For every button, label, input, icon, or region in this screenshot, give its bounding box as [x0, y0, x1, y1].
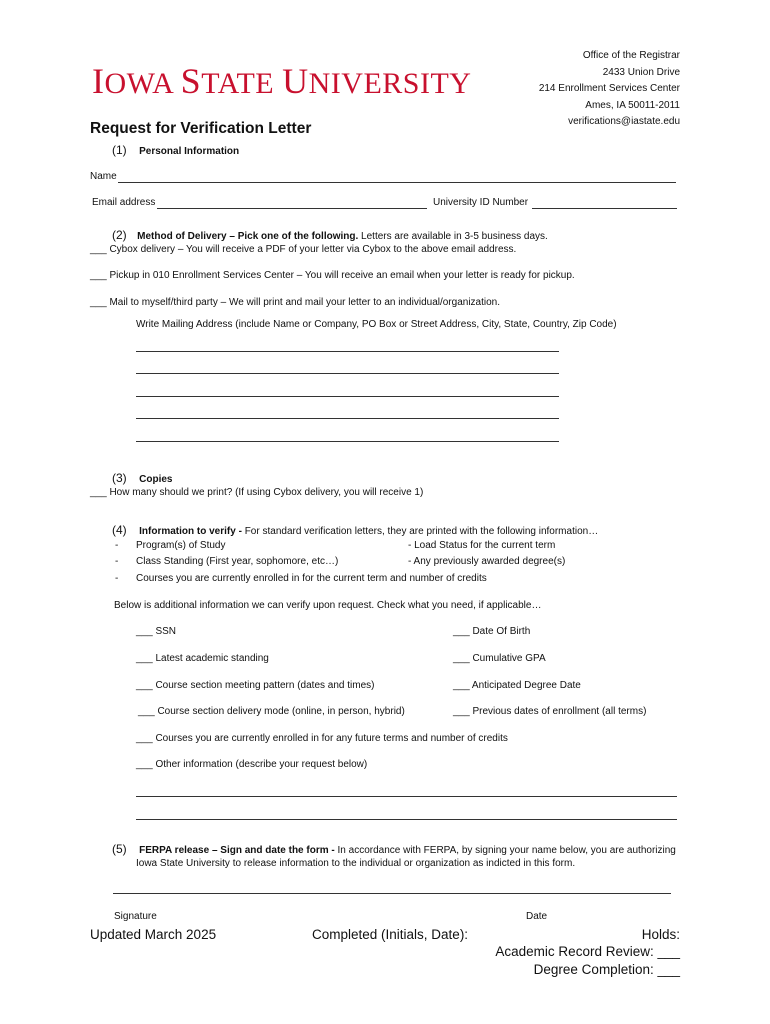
bullet: - — [115, 556, 119, 567]
section-number: (3) — [112, 471, 127, 485]
name-field[interactable] — [118, 182, 676, 183]
section-number: (4) — [112, 523, 127, 537]
section-number: (1) — [112, 143, 127, 157]
other-info-line[interactable] — [136, 819, 677, 820]
signature-label: Signature — [114, 911, 157, 922]
mailing-address-line[interactable] — [136, 373, 559, 374]
name-label: Name — [90, 171, 117, 182]
check-academic-standing[interactable]: ___ Latest academic standing — [136, 653, 269, 664]
check-delivery-mode[interactable]: ___ Course section delivery mode (online, in person, hybrid) — [138, 706, 405, 717]
university-id-label: University ID Number — [433, 197, 529, 208]
check-cumulative-gpa[interactable]: ___ Cumulative GPA — [453, 653, 546, 664]
office-line: Office of the Registrar — [582, 50, 680, 61]
holds-label: Holds: — [641, 927, 680, 942]
iowa-state-logo: IOWA STATE UNIVERSITY — [92, 61, 472, 101]
academic-record-review: Academic Record Review: ___ — [495, 944, 680, 959]
section-number: (2) — [112, 228, 127, 242]
check-date-of-birth[interactable]: ___ Date Of Birth — [453, 626, 531, 637]
office-line: 214 Enrollment Services Center — [538, 83, 680, 94]
section-heading: Personal Information — [139, 146, 240, 157]
bullet: - — [115, 540, 119, 551]
bullet: - — [115, 573, 119, 584]
check-future-courses[interactable]: ___ Courses you are currently enrolled in for any future terms and number of credits — [136, 733, 508, 744]
section-number: (5) — [112, 842, 127, 856]
office-address — [539, 48, 680, 131]
delivery-note: Letters are available in 3-5 business days. — [358, 231, 548, 242]
email-label: Email address — [92, 197, 156, 208]
section-2-header — [112, 226, 548, 244]
section-heading: FERPA release – Sign and date the form - — [139, 845, 335, 856]
page-title: Request for Verification Letter — [90, 120, 312, 137]
section-4-header — [112, 521, 598, 539]
option-pickup[interactable]: ___ Pickup in 010 Enrollment Services Center – You will receive an email when your letter is ready for pickup. — [90, 270, 575, 281]
section-intro: For standard verification letters, they are printed with the following information… — [241, 526, 599, 537]
section-1-header — [112, 141, 239, 159]
mailing-address-line[interactable] — [136, 418, 559, 419]
mailing-address-line[interactable] — [136, 396, 559, 397]
degree-completion: Degree Completion: ___ — [533, 962, 680, 977]
office-line: Ames, IA 50011-2011 — [585, 99, 680, 111]
check-previous-enrollment[interactable]: ___ Previous dates of enrollment (all terms) — [453, 706, 647, 717]
ferpa-text-continued: Iowa State University to release information to the individual or organization as indicted in this form. — [136, 858, 576, 869]
university-id-field[interactable] — [532, 208, 677, 209]
standard-item: - Load Status for the current term — [408, 540, 556, 551]
standard-item: Program(s) of Study — [136, 540, 226, 551]
check-anticipated-degree[interactable]: ___ Anticipated Degree Date — [453, 680, 581, 691]
standard-item: Class Standing (First year, sophomore, etc…) — [136, 556, 339, 567]
section-heading: Method of Delivery – Pick one of the following. — [137, 231, 359, 242]
email-field[interactable] — [157, 208, 427, 209]
ferpa-text: In accordance with FERPA, by signing your name below, you are authorizing — [334, 845, 676, 856]
section-3-header — [112, 469, 172, 487]
other-info-line[interactable] — [136, 796, 677, 797]
office-line: 2433 Union Drive — [602, 66, 680, 78]
check-meeting-pattern[interactable]: ___ Course section meeting pattern (dates and times) — [136, 680, 375, 691]
updated-date: Updated March 2025 — [90, 927, 217, 942]
additional-info-intro: Below is additional information we can verify upon request. Check what you need, if applicable… — [114, 600, 542, 611]
section-heading: Copies — [139, 474, 173, 485]
check-ssn[interactable]: ___ SSN — [136, 626, 177, 637]
office-email: verifications@iastate.edu — [568, 116, 680, 127]
completed-label: Completed (Initials, Date): — [312, 927, 469, 942]
section-heading: Information to verify - — [139, 526, 242, 537]
standard-item: - Any previously awarded degree(s) — [408, 556, 566, 567]
option-cybox[interactable]: ___ Cybox delivery – You will receive a PDF of your letter via Cybox to the above email address. — [90, 244, 517, 255]
date-label: Date — [526, 911, 548, 922]
mailing-address-label: Write Mailing Address (include Name or Company, PO Box or Street Address, City, State, Country, Zip Code) — [136, 319, 617, 330]
option-mail[interactable]: ___ Mail to myself/third party – We will print and mail your letter to an individual/organization. — [90, 297, 501, 308]
check-other-info[interactable]: ___ Other information (describe your request below) — [136, 759, 368, 770]
signature-line[interactable] — [113, 893, 671, 894]
section-5-header — [112, 840, 676, 858]
mailing-address-line[interactable] — [136, 351, 559, 352]
mailing-address-line[interactable] — [136, 441, 559, 442]
copies-question[interactable]: ___ How many should we print? (If using Cybox delivery, you will receive 1) — [90, 487, 424, 498]
standard-item: Courses you are currently enrolled in for the current term and number of credits — [136, 573, 487, 584]
